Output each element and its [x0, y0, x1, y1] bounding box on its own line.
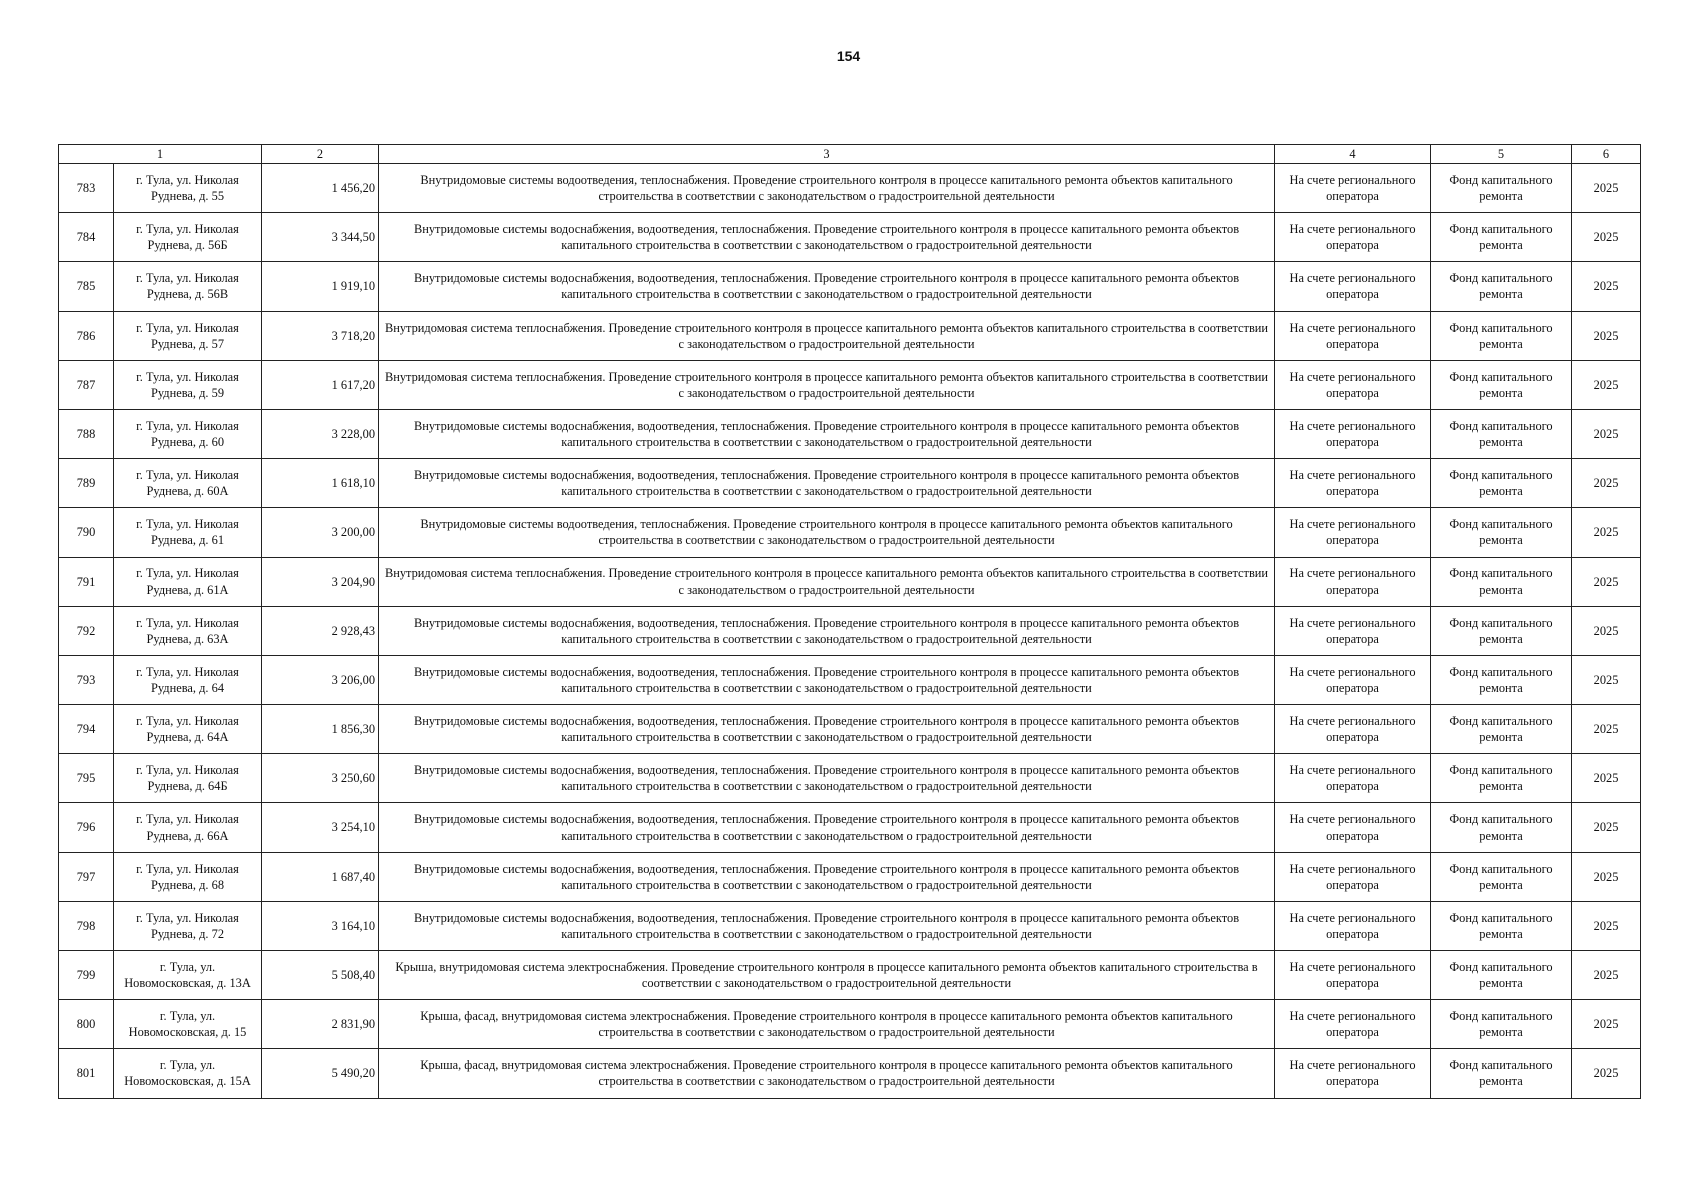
row-number: 791: [59, 557, 114, 606]
year-cell: 2025: [1572, 164, 1641, 213]
cost-cell: 3 206,00: [262, 655, 379, 704]
cost-cell: 3 204,90: [262, 557, 379, 606]
row-number: 801: [59, 1049, 114, 1098]
cost-cell: 3 164,10: [262, 901, 379, 950]
row-number: 785: [59, 262, 114, 311]
works-description-cell: Внутридомовая система теплоснабжения. Проведение строительного контроля в процессе капитального ремонта объектов капитального строительства в соответствии с законодательством о градостроительной деятельности: [379, 311, 1275, 360]
cost-cell: 3 254,10: [262, 803, 379, 852]
account-cell: На счете регионального оператора: [1275, 360, 1431, 409]
works-description-cell: Внутридомовые системы водоснабжения, водоотведения, теплоснабжения. Проведение строительного контроля в процессе капитального ремонта объектов капитального строительства в соответствии с законодательством о градостроительной деятельности: [379, 213, 1275, 262]
cost-cell: 3 200,00: [262, 508, 379, 557]
address-cell: г. Тула, ул. Николая Руднева, д. 64А: [114, 705, 262, 754]
row-number: 783: [59, 164, 114, 213]
works-description-cell: Внутридомовые системы водоснабжения, водоотведения, теплоснабжения. Проведение строительного контроля в процессе капитального ремонта объектов капитального строительства в соответствии с законодательством о градостроительной деятельности: [379, 409, 1275, 458]
year-cell: 2025: [1572, 852, 1641, 901]
address-cell: г. Тула, ул. Николая Руднева, д. 63А: [114, 606, 262, 655]
column-header-2: 2: [262, 145, 379, 164]
table-row: [59, 360, 1641, 409]
works-description-cell: Внутридомовые системы водоснабжения, водоотведения, теплоснабжения. Проведение строительного контроля в процессе капитального ремонта объектов капитального строительства в соответствии с законодательством о градостроительной деятельности: [379, 655, 1275, 704]
works-description-cell: Внутридомовая система теплоснабжения. Проведение строительного контроля в процессе капитального ремонта объектов капитального строительства в соответствии с законодательством о градостроительной деятельности: [379, 557, 1275, 606]
works-description-cell: Внутридомовые системы водоотведения, теплоснабжения. Проведение строительного контроля в процессе капитального ремонта объектов капитального строительства в соответствии с законодательством о градостроительной деятельности: [379, 164, 1275, 213]
funding-source-cell: Фонд капитального ремонта: [1431, 754, 1572, 803]
page-number: 154: [836, 48, 861, 64]
account-cell: На счете регионального оператора: [1275, 508, 1431, 557]
table-row: [59, 262, 1641, 311]
cost-cell: 3 228,00: [262, 409, 379, 458]
works-description-cell: Внутридомовые системы водоснабжения, водоотведения, теплоснабжения. Проведение строительного контроля в процессе капитального ремонта объектов капитального строительства в соответствии с законодательством о градостроительной деятельности: [379, 803, 1275, 852]
address-cell: г. Тула, ул. Николая Руднева, д. 64: [114, 655, 262, 704]
year-cell: 2025: [1572, 901, 1641, 950]
table-row: [59, 606, 1641, 655]
year-cell: 2025: [1572, 360, 1641, 409]
cost-cell: 1 687,40: [262, 852, 379, 901]
account-cell: На счете регионального оператора: [1275, 951, 1431, 1000]
funding-source-cell: Фонд капитального ремонта: [1431, 655, 1572, 704]
works-description-cell: Внутридомовые системы водоотведения, теплоснабжения. Проведение строительного контроля в процессе капитального ремонта объектов капитального строительства в соответствии с законодательством о градостроительной деятельности: [379, 508, 1275, 557]
row-number: 798: [59, 901, 114, 950]
account-cell: На счете регионального оператора: [1275, 606, 1431, 655]
address-cell: г. Тула, ул. Николая Руднева, д. 55: [114, 164, 262, 213]
address-cell: г. Тула, ул. Новомосковская, д. 15: [114, 1000, 262, 1049]
table-row: [59, 705, 1641, 754]
cost-cell: 2 831,90: [262, 1000, 379, 1049]
works-description-cell: Внутридомовая система теплоснабжения. Проведение строительного контроля в процессе капитального ремонта объектов капитального строительства в соответствии с законодательством о градостроительной деятельности: [379, 360, 1275, 409]
cost-cell: 3 344,50: [262, 213, 379, 262]
year-cell: 2025: [1572, 1000, 1641, 1049]
table-row: [59, 1049, 1641, 1098]
cost-cell: 2 928,43: [262, 606, 379, 655]
row-number: 793: [59, 655, 114, 704]
year-cell: 2025: [1572, 213, 1641, 262]
year-cell: 2025: [1572, 803, 1641, 852]
table-row: [59, 803, 1641, 852]
address-cell: г. Тула, ул. Николая Руднева, д. 72: [114, 901, 262, 950]
column-header-1: 1: [59, 145, 262, 164]
works-description-cell: Внутридомовые системы водоснабжения, водоотведения, теплоснабжения. Проведение строительного контроля в процессе капитального ремонта объектов капитального строительства в соответствии с законодательством о градостроительной деятельности: [379, 754, 1275, 803]
column-header-4: 4: [1275, 145, 1431, 164]
address-cell: г. Тула, ул. Новомосковская, д. 13А: [114, 951, 262, 1000]
repair-program-table: [58, 144, 1641, 1099]
table-row: [59, 655, 1641, 704]
table-row: [59, 951, 1641, 1000]
cost-cell: 1 456,20: [262, 164, 379, 213]
account-cell: На счете регионального оператора: [1275, 803, 1431, 852]
account-cell: На счете регионального оператора: [1275, 1000, 1431, 1049]
account-cell: На счете регионального оператора: [1275, 655, 1431, 704]
address-cell: г. Тула, ул. Николая Руднева, д. 59: [114, 360, 262, 409]
row-number: 784: [59, 213, 114, 262]
account-cell: На счете регионального оператора: [1275, 901, 1431, 950]
year-cell: 2025: [1572, 409, 1641, 458]
works-description-cell: Внутридомовые системы водоснабжения, водоотведения, теплоснабжения. Проведение строительного контроля в процессе капитального ремонта объектов капитального строительства в соответствии с законодательством о градостроительной деятельности: [379, 606, 1275, 655]
table-row: [59, 901, 1641, 950]
account-cell: На счете регионального оператора: [1275, 852, 1431, 901]
funding-source-cell: Фонд капитального ремонта: [1431, 409, 1572, 458]
funding-source-cell: Фонд капитального ремонта: [1431, 705, 1572, 754]
row-number: 792: [59, 606, 114, 655]
works-description-cell: Внутридомовые системы водоснабжения, водоотведения, теплоснабжения. Проведение строительного контроля в процессе капитального ремонта объектов капитального строительства в соответствии с законодательством о градостроительной деятельности: [379, 459, 1275, 508]
column-header-5: 5: [1431, 145, 1572, 164]
table-row: [59, 557, 1641, 606]
table-row: [59, 164, 1641, 213]
cost-cell: 3 718,20: [262, 311, 379, 360]
account-cell: На счете регионального оператора: [1275, 213, 1431, 262]
account-cell: На счете регионального оператора: [1275, 262, 1431, 311]
address-cell: г. Тула, ул. Николая Руднева, д. 57: [114, 311, 262, 360]
row-number: 788: [59, 409, 114, 458]
account-cell: На счете регионального оператора: [1275, 557, 1431, 606]
table-row: [59, 459, 1641, 508]
works-description-cell: Крыша, фасад, внутридомовая система электроснабжения. Проведение строительного контроля в процессе капитального ремонта объектов капитального строительства в соответствии с законодательством о градостроительной деятельности: [379, 1049, 1275, 1098]
funding-source-cell: Фонд капитального ремонта: [1431, 213, 1572, 262]
funding-source-cell: Фонд капитального ремонта: [1431, 1049, 1572, 1098]
year-cell: 2025: [1572, 262, 1641, 311]
cost-cell: 5 490,20: [262, 1049, 379, 1098]
row-number: 790: [59, 508, 114, 557]
account-cell: На счете регионального оператора: [1275, 1049, 1431, 1098]
table-row: [59, 508, 1641, 557]
funding-source-cell: Фонд капитального ремонта: [1431, 508, 1572, 557]
cost-cell: 1 618,10: [262, 459, 379, 508]
account-cell: На счете регионального оператора: [1275, 754, 1431, 803]
works-description-cell: Внутридомовые системы водоснабжения, водоотведения, теплоснабжения. Проведение строительного контроля в процессе капитального ремонта объектов капитального строительства в соответствии с законодательством о градостроительной деятельности: [379, 852, 1275, 901]
column-header-3: 3: [379, 145, 1275, 164]
works-description-cell: Внутридомовые системы водоснабжения, водоотведения, теплоснабжения. Проведение строительного контроля в процессе капитального ремонта объектов капитального строительства в соответствии с законодательством о градостроительной деятельности: [379, 705, 1275, 754]
cost-cell: 3 250,60: [262, 754, 379, 803]
funding-source-cell: Фонд капитального ремонта: [1431, 164, 1572, 213]
column-header-6: 6: [1572, 145, 1641, 164]
year-cell: 2025: [1572, 311, 1641, 360]
address-cell: г. Тула, ул. Николая Руднева, д. 64Б: [114, 754, 262, 803]
address-cell: г. Тула, ул. Новомосковская, д. 15А: [114, 1049, 262, 1098]
address-cell: г. Тула, ул. Николая Руднева, д. 66А: [114, 803, 262, 852]
year-cell: 2025: [1572, 1049, 1641, 1098]
year-cell: 2025: [1572, 459, 1641, 508]
row-number: 797: [59, 852, 114, 901]
year-cell: 2025: [1572, 951, 1641, 1000]
account-cell: На счете регионального оператора: [1275, 459, 1431, 508]
table-row: [59, 852, 1641, 901]
funding-source-cell: Фонд капитального ремонта: [1431, 852, 1572, 901]
table-row: [59, 409, 1641, 458]
year-cell: 2025: [1572, 655, 1641, 704]
table-row: [59, 754, 1641, 803]
funding-source-cell: Фонд капитального ремонта: [1431, 803, 1572, 852]
works-description-cell: Крыша, внутридомовая система электроснабжения. Проведение строительного контроля в процессе капитального ремонта объектов капитального строительства в соответствии с законодательством о градостроительной деятельности: [379, 951, 1275, 1000]
funding-source-cell: Фонд капитального ремонта: [1431, 951, 1572, 1000]
account-cell: На счете регионального оператора: [1275, 311, 1431, 360]
funding-source-cell: Фонд капитального ремонта: [1431, 459, 1572, 508]
row-number: 789: [59, 459, 114, 508]
funding-source-cell: Фонд капитального ремонта: [1431, 360, 1572, 409]
address-cell: г. Тула, ул. Николая Руднева, д. 61: [114, 508, 262, 557]
cost-cell: 1 856,30: [262, 705, 379, 754]
row-number: 799: [59, 951, 114, 1000]
account-cell: На счете регионального оператора: [1275, 164, 1431, 213]
table-row: [59, 311, 1641, 360]
works-description-cell: Внутридомовые системы водоснабжения, водоотведения, теплоснабжения. Проведение строительного контроля в процессе капитального ремонта объектов капитального строительства в соответствии с законодательством о градостроительной деятельности: [379, 901, 1275, 950]
funding-source-cell: Фонд капитального ремонта: [1431, 1000, 1572, 1049]
year-cell: 2025: [1572, 606, 1641, 655]
row-number: 787: [59, 360, 114, 409]
works-description-cell: Крыша, фасад, внутридомовая система электроснабжения. Проведение строительного контроля в процессе капитального ремонта объектов капитального строительства в соответствии с законодательством о градостроительной деятельности: [379, 1000, 1275, 1049]
year-cell: 2025: [1572, 557, 1641, 606]
account-cell: На счете регионального оператора: [1275, 705, 1431, 754]
address-cell: г. Тула, ул. Николая Руднева, д. 56Б: [114, 213, 262, 262]
cost-cell: 5 508,40: [262, 951, 379, 1000]
works-description-cell: Внутридомовые системы водоснабжения, водоотведения, теплоснабжения. Проведение строительного контроля в процессе капитального ремонта объектов капитального строительства в соответствии с законодательством о градостроительной деятельности: [379, 262, 1275, 311]
row-number: 794: [59, 705, 114, 754]
account-cell: На счете регионального оператора: [1275, 409, 1431, 458]
row-number: 786: [59, 311, 114, 360]
address-cell: г. Тула, ул. Николая Руднева, д. 60: [114, 409, 262, 458]
funding-source-cell: Фонд капитального ремонта: [1431, 262, 1572, 311]
address-cell: г. Тула, ул. Николая Руднева, д. 61А: [114, 557, 262, 606]
year-cell: 2025: [1572, 754, 1641, 803]
row-number: 796: [59, 803, 114, 852]
address-cell: г. Тула, ул. Николая Руднева, д. 56В: [114, 262, 262, 311]
year-cell: 2025: [1572, 508, 1641, 557]
table-row: [59, 213, 1641, 262]
table-row: [59, 1000, 1641, 1049]
year-cell: 2025: [1572, 705, 1641, 754]
funding-source-cell: Фонд капитального ремонта: [1431, 606, 1572, 655]
funding-source-cell: Фонд капитального ремонта: [1431, 901, 1572, 950]
address-cell: г. Тула, ул. Николая Руднева, д. 60А: [114, 459, 262, 508]
column-number-row: [59, 145, 1641, 164]
row-number: 795: [59, 754, 114, 803]
table-body: [59, 164, 1641, 1099]
address-cell: г. Тула, ул. Николая Руднева, д. 68: [114, 852, 262, 901]
row-number: 800: [59, 1000, 114, 1049]
cost-cell: 1 919,10: [262, 262, 379, 311]
cost-cell: 1 617,20: [262, 360, 379, 409]
funding-source-cell: Фонд капитального ремонта: [1431, 557, 1572, 606]
funding-source-cell: Фонд капитального ремонта: [1431, 311, 1572, 360]
